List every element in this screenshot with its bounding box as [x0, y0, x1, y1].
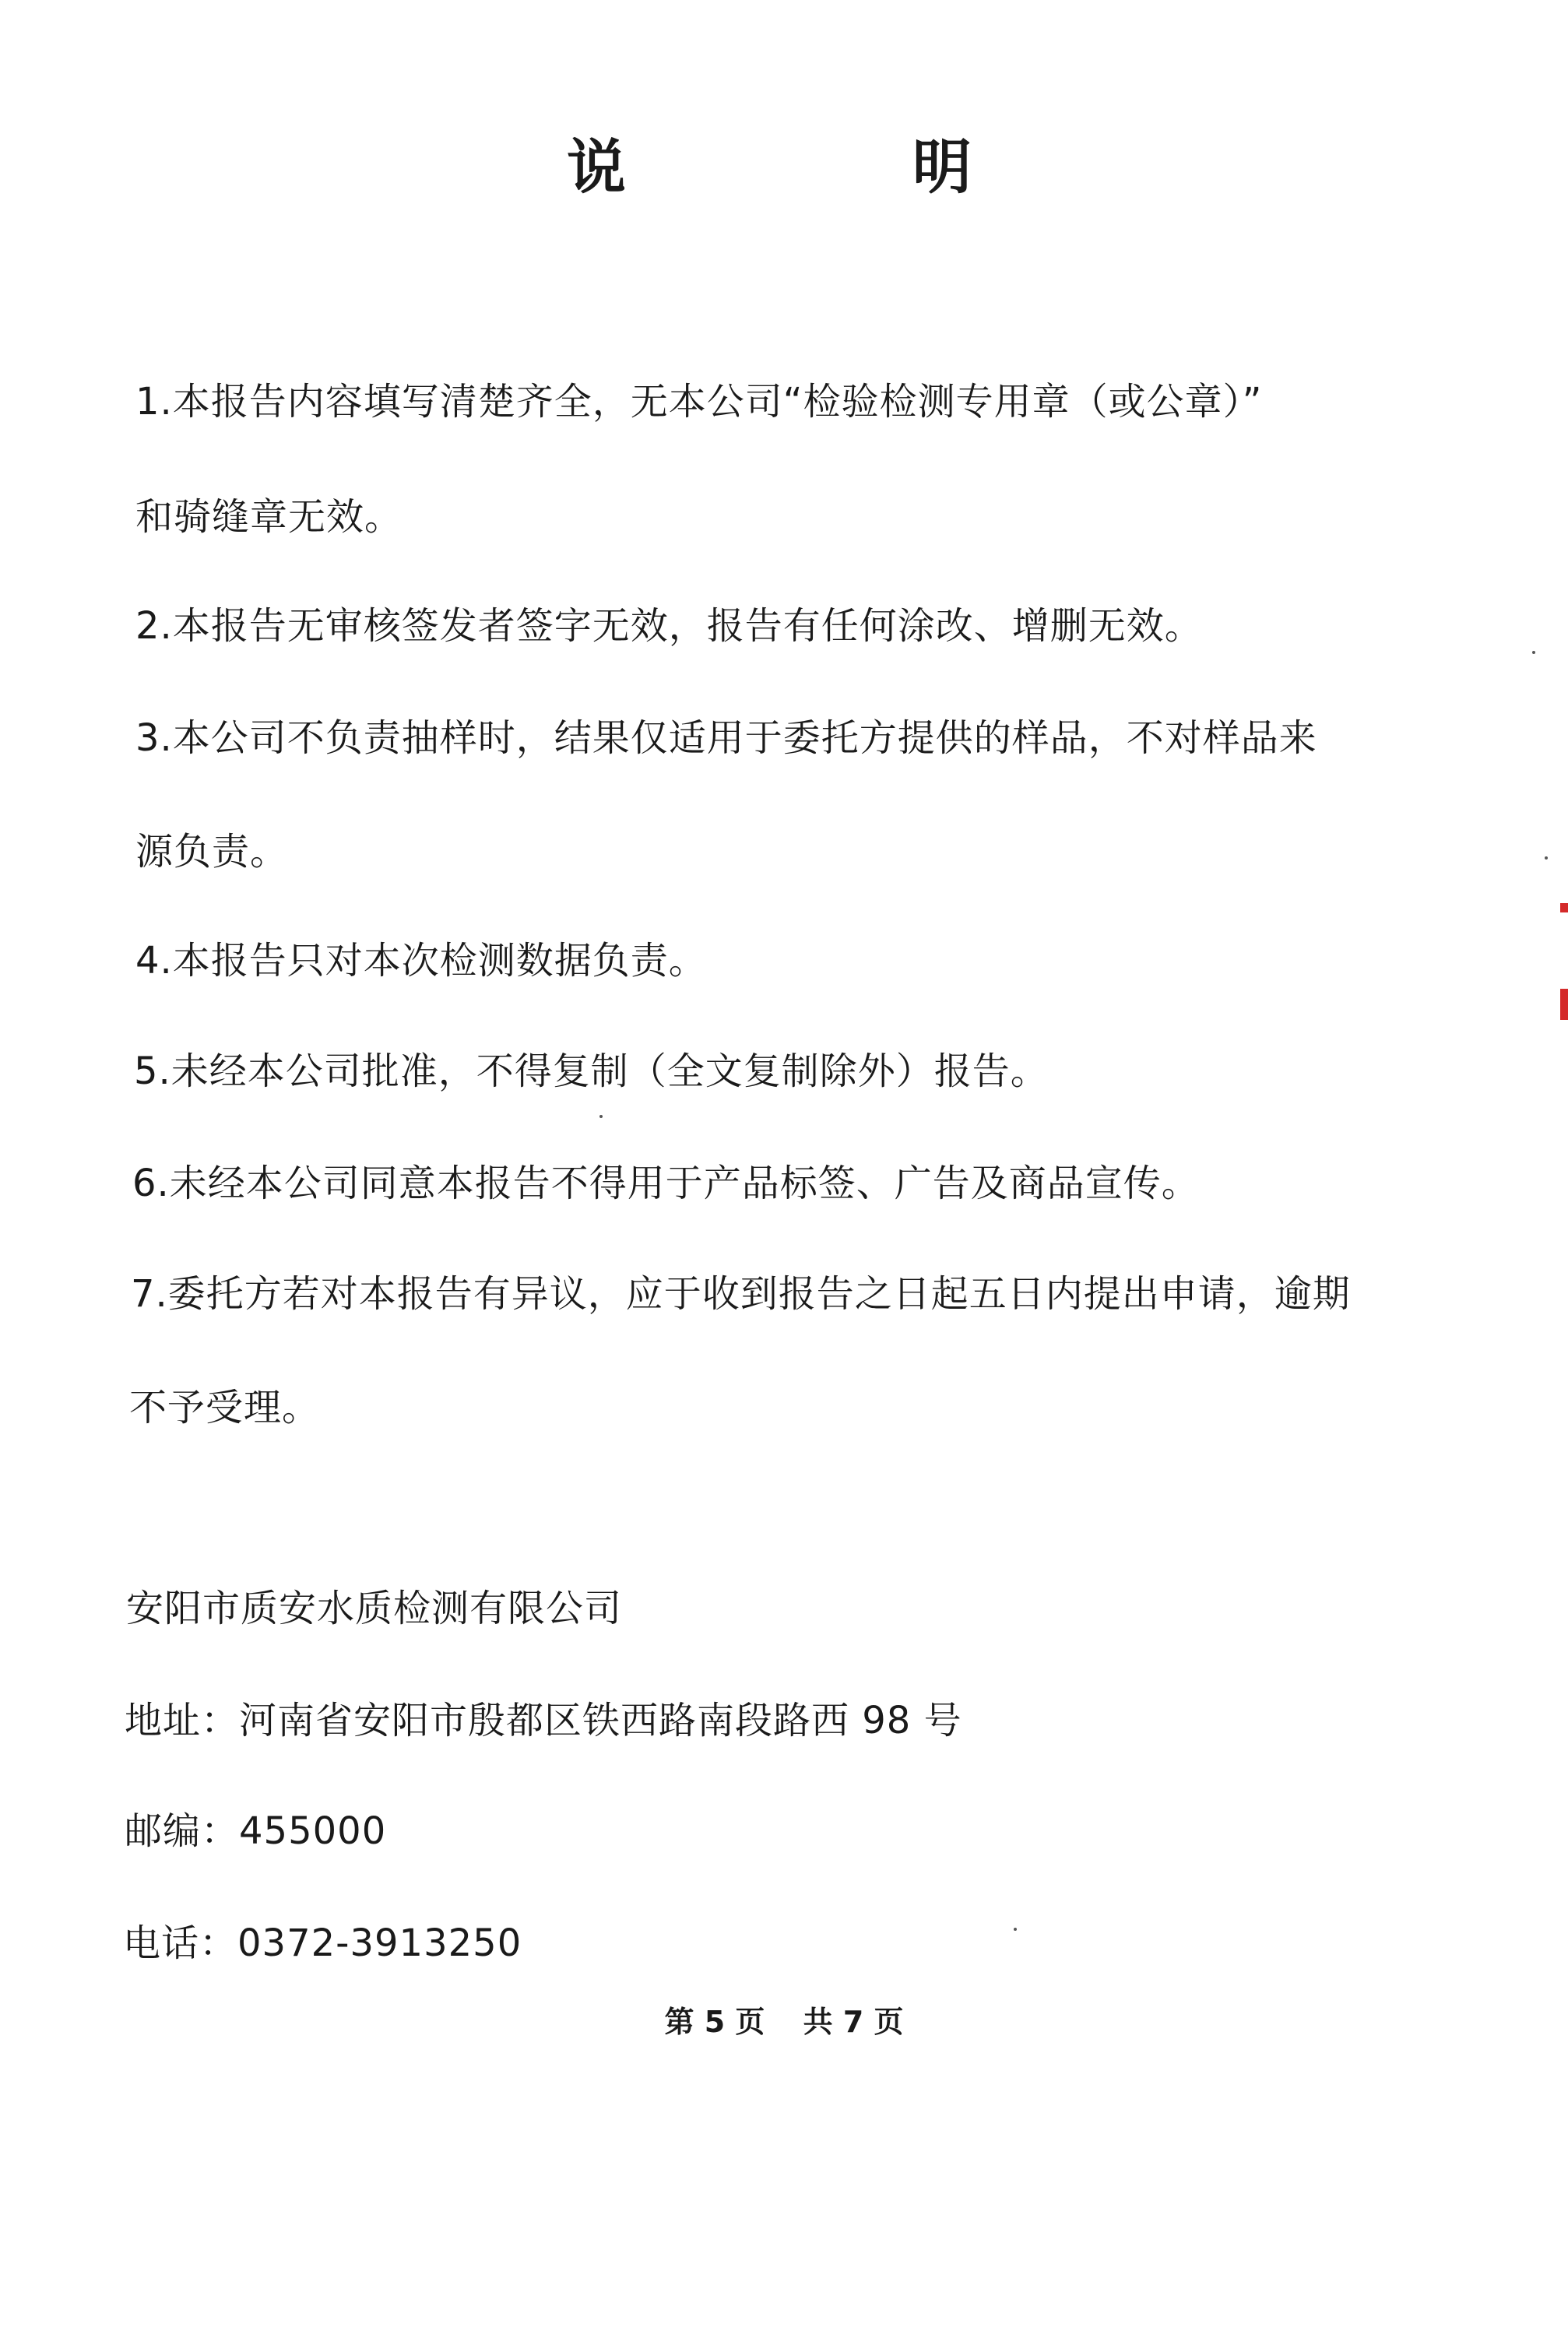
- seal-edge-mark: [1560, 903, 1568, 912]
- page-current: 第 5 页: [664, 2005, 765, 2039]
- company-postcode: 邮编：455000: [125, 1809, 387, 1853]
- seal-edge-mark: [1560, 989, 1568, 1020]
- company-phone: 电话：0372-3913250: [123, 1921, 522, 1965]
- clause-7-line-1: 7.委托方若对本报告有异议，应于收到报告之日起五日内提出申请，逾期: [131, 1272, 1351, 1316]
- clause-4: 4.本报告只对本次检测数据负责。: [135, 939, 707, 983]
- scan-speck: [1014, 1928, 1017, 1931]
- clause-2: 2.本报告无审核签发者签字无效，报告有任何涂改、增删无效。: [135, 604, 1203, 648]
- clause-7-line-2: 不予受理。: [129, 1386, 321, 1429]
- clause-1-line-2: 和骑缝章无效。: [135, 495, 403, 539]
- company-address: 地址：河南省安阳市殷都区铁西路南段路西 98 号: [125, 1699, 962, 1742]
- clause-5: 5.未经本公司批准，不得复制（全文复制除外）报告。: [134, 1049, 1049, 1093]
- scan-speck: [1545, 856, 1548, 860]
- title-char-1: 说: [567, 132, 626, 202]
- page-total: 共 7 页: [803, 2005, 904, 2039]
- scan-speck: [1532, 651, 1535, 654]
- clause-3-line-1: 3.本公司不负责抽样时，结果仅适用于委托方提供的样品，不对样品来: [135, 716, 1317, 760]
- page-number: [0, 2002, 1568, 2041]
- title-char-2: 明: [912, 132, 972, 202]
- clause-1-line-1: 1.本报告内容填写清楚齐全，无本公司“检验检测专用章（或公章）”: [135, 380, 1263, 424]
- clause-3-line-2: 源负责。: [135, 830, 289, 874]
- clause-6: 6.未经本公司同意本报告不得用于产品标签、广告及商品宣传。: [132, 1162, 1200, 1205]
- page-title: [0, 125, 1568, 210]
- scan-speck: [599, 1115, 603, 1118]
- company-name: 安阳市质安水质检测有限公司: [126, 1587, 623, 1630]
